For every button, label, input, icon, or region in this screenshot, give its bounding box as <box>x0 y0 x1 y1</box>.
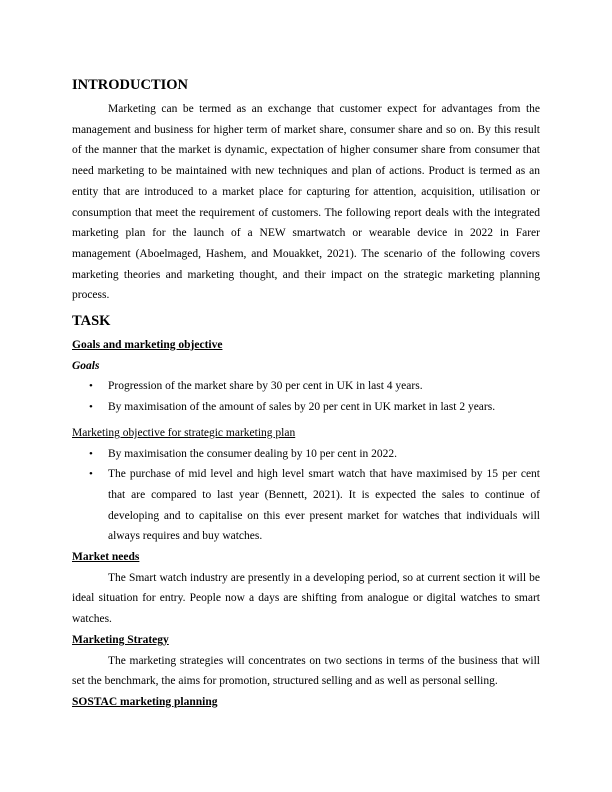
list-item <box>72 397 540 418</box>
bullet-icon: • <box>89 380 93 393</box>
goals-objective-heading: Goals and marketing objective <box>72 339 223 352</box>
goals-list <box>72 376 540 417</box>
market-needs-heading: Market needs <box>72 551 140 564</box>
marketing-objective-heading: Marketing objective for strategic marketing plan <box>72 426 296 439</box>
goal-text: By maximisation of the amount of sales by 20 per cent in UK market in last 2 years. <box>108 401 496 414</box>
introduction-paragraph: Marketing can be termed as an exchange that customer expect for advantages from the management and business for higher term of market share, consumer share and so on. By this result of the manner that the market is dynamic, expectation of higher consumer share from consumer that need marketing to be maintained with new techniques and plan of actions. Product is termed as an entity that are introduced to a market place for capturing for attention, acquisition, utilisation or consumption that meet the requirement of customers. The following report deals with the integrated marketing plan for the launch of a NEW smartwatch or wearable device in 2022 in Farer management (Aboelmaged, Hashem, and Mouakket, 2021). The scenario of the following covers marketing theories and marketing thought, and their impact on the strategic marketing planning process. <box>72 103 540 302</box>
goal-text: Progression of the market share by 30 per cent in UK in last 4 years. <box>108 380 423 393</box>
marketing-strategy-paragraph: The marketing strategies will concentrates on two sections in terms of the business that will set the benchmark, the aims for promotion, structured selling and as well as personal selling. <box>72 654 540 688</box>
sostac-heading: SOSTAC marketing planning <box>72 695 218 708</box>
list-item <box>72 464 540 547</box>
objective-text: By maximisation the consumer dealing by 10 per cent in 2022. <box>108 447 398 460</box>
bullet-icon: • <box>89 401 93 414</box>
market-needs-paragraph: The Smart watch industry are presently in a developing period, so at current section it will be ideal situation for entry. People now a days are shifting from analogue or digital watches to smart watches. <box>72 571 540 626</box>
list-item <box>72 376 540 397</box>
introduction-heading: INTRODUCTION <box>72 77 189 93</box>
bullet-icon: • <box>89 468 93 481</box>
bullet-icon: • <box>89 447 93 460</box>
task-heading: TASK <box>72 313 111 330</box>
objective-text: The purchase of mid level and high level smart watch that have maximised by 15 per cent that are compared to last year (Bennett, 2021). It is expected the sales to continue of developing and to capitalise on this ever present market for watches that individuals will always requires and buy watches. <box>108 468 540 543</box>
marketing-strategy-heading: Marketing Strategy <box>72 633 169 646</box>
list-item <box>72 444 540 465</box>
goals-heading: Goals <box>72 359 100 372</box>
objectives-list <box>72 444 540 548</box>
page-content <box>72 76 540 713</box>
